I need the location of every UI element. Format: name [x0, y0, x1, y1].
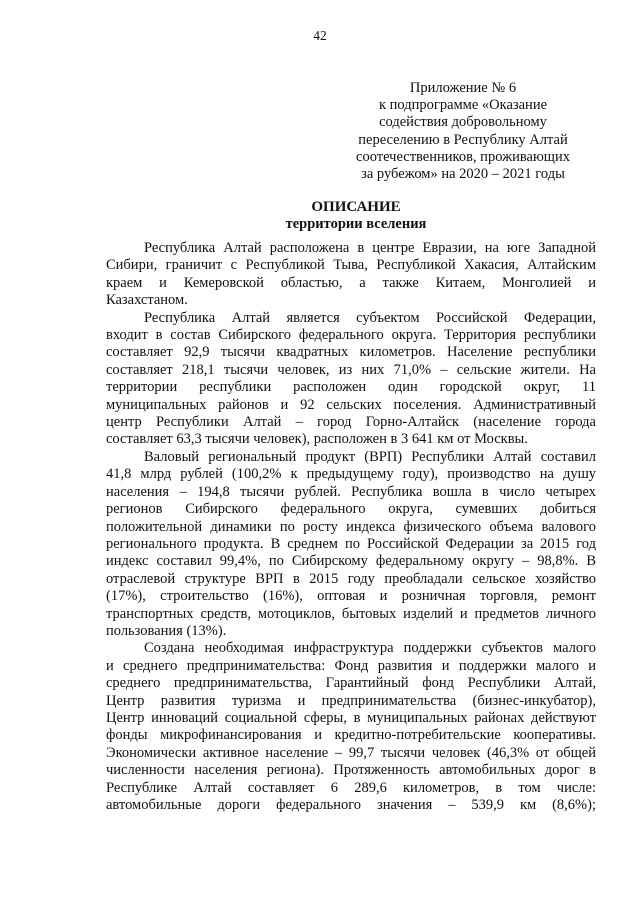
text-line: и среднего предпринимательства: Фонд развития и поддержки малого и	[106, 657, 596, 674]
appendix-line: за рубежом» на 2020 – 2021 годы	[361, 166, 565, 183]
text-line: Экономически активное население – 99,7 тысячи человек (46,3% от общей	[106, 744, 596, 761]
text-line: Центр развития туризма и предпринимательства (бизнес-инкубатор),	[106, 692, 596, 709]
text-line: среднего предпринимательства, Гарантийный фонд Республики Алтай,	[106, 675, 596, 692]
appendix-line: переселению в Республику Алтай	[358, 131, 568, 148]
text-line: индекс составил 99,4%, по Сибирскому федеральному округу – 98,8%. В	[106, 553, 596, 570]
text-line: Казахстаном.	[106, 292, 188, 309]
text-line: краем и Кемеровской областью, а также Китаем, Монголией и	[106, 274, 596, 291]
appendix-line: Приложение № 6	[409, 80, 517, 96]
text-line: центр Республики Алтай – город Горно-Алтайск (население города	[106, 414, 596, 431]
text-line: составляет 218,1 тысячи человек, из них 71,0% – сельские жители. На	[106, 361, 596, 378]
text-line: транспортных средств, мотоциклов, бытовых изделий и предметов личного	[106, 605, 596, 622]
text-line: территории республики расположен один городской округ, 11	[106, 379, 596, 396]
text-line: положительной динамики по росту индекса физического объема валового	[106, 518, 596, 535]
text-line: Создана необходимая инфраструктура поддержки субъектов малого	[144, 640, 596, 657]
page-number: 42	[313, 28, 327, 43]
paragraph-federal-subject	[106, 310, 596, 449]
text-line: населения – 194,8 тысячи рублей. Республика вошла в число четырех	[106, 483, 596, 500]
body-text	[106, 240, 596, 814]
paragraph-grp	[106, 449, 596, 640]
document-subheading: территории вселения	[285, 216, 427, 232]
appendix-line: соотечественников, проживающих	[356, 148, 570, 165]
text-line: фонды микрофинансирования и кредитно-потребительские кооперативы.	[106, 727, 596, 744]
text-line: составляет 63,3 тысячи человек), расположен в 3 641 км от Москвы.	[106, 431, 528, 448]
text-line: автомобильные дороги федерального значения – 539,9 км (8,6%);	[106, 797, 596, 813]
text-line: пользования (13%).	[106, 622, 227, 639]
text-line: Республика Алтай является субъектом Российской Федерации,	[144, 309, 596, 326]
text-line: муниципальных районов и 92 сельских поселения. Административный	[106, 396, 596, 413]
appendix-line: к подпрограмме «Оказание	[378, 97, 548, 114]
text-line: Республике Алтай составляет 6 289,6 километров, в том числе:	[106, 779, 596, 796]
text-line: регионального продукта. В среднем по Российской Федерации за 2015 год	[106, 535, 596, 552]
appendix-reference	[332, 80, 594, 183]
text-line: отраслевой структуре ВРП в 2015 году преобладали сельское хозяйство	[106, 570, 596, 587]
text-line: составляет 92,9 тысячи квадратных километров. Население республики	[106, 344, 596, 361]
text-line: Валовый региональный продукт (ВРП) Республики Алтай составил	[144, 448, 596, 465]
text-line: входит в состав Сибирского федерального округа. Территория республики	[106, 327, 596, 344]
text-line: (17%), строительство (16%), оптовая и розничная торговля, ремонт	[106, 588, 596, 605]
appendix-line: содействия добровольному	[379, 114, 547, 131]
paragraph-location	[106, 240, 596, 310]
text-line: численности населения региона). Протяженность автомобильных дорог в	[106, 762, 596, 779]
text-line: Сибири, граничит с Республикой Тыва, Республикой Хакасия, Алтайским	[106, 257, 596, 274]
document-heading: ОПИСАНИЕ	[311, 199, 401, 215]
text-line: Республика Алтай расположена в центре Евразии, на юге Западной	[144, 240, 596, 256]
text-line: Центр инноваций социальной сферы, в муниципальных районах действуют	[106, 709, 596, 726]
text-line: 41,8 млрд рублей (100,2% к предыдущему году), производство на душу	[106, 466, 596, 483]
paragraph-infrastructure	[106, 640, 596, 814]
text-line: регионов Сибирского федерального округа, сумевших добиться	[106, 501, 596, 518]
